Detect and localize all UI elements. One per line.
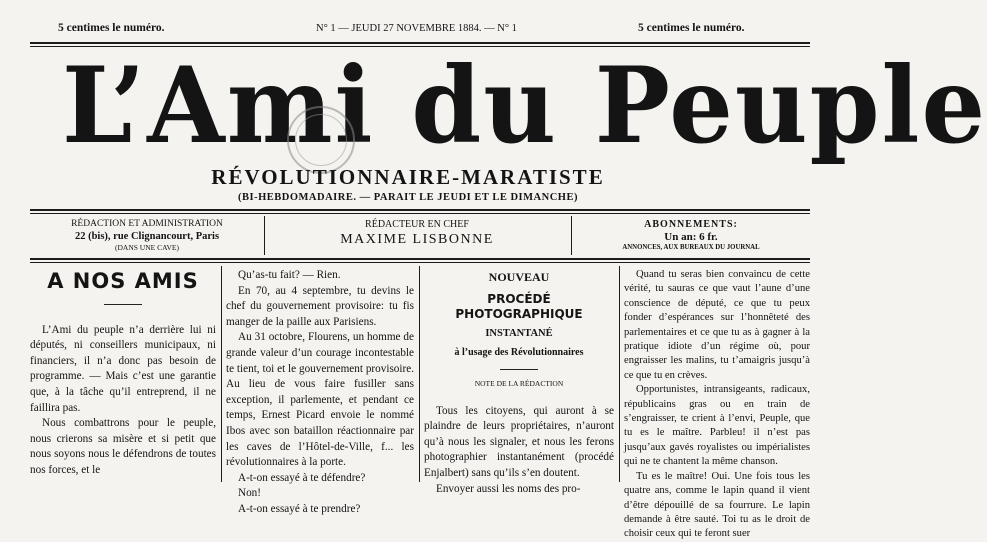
issue-line: N° 1 — JEUDI 27 NOVEMBRE 1884. — N° 1 [316, 23, 517, 34]
info-divider [264, 216, 265, 255]
info-rule-bottom [30, 258, 810, 260]
paragraph: L’Ami du peuple n’a derrière lui ni députés, ni conseillers municipaux, ni financiers, il n’a donc pas besoin de programme. — Mais c’est une garantie que, à la tâche qu’il entreprend, il ne faillira pas. [30, 323, 216, 414]
editor-label: RÉDACTEUR EN CHEF [365, 219, 469, 230]
article-dedication: à l’usage des Révolutionnaires [454, 347, 584, 359]
paragraph: Au 31 octobre, Flourens, un homme de grande valeur d’un courage incontestable te tient, toi et le gouvernement provisoire. Au lieu de vous faire fusiller sans exception, il parlemente, et pendant ce temps, Ernest Picard envoie le nommé Ibos avec son bataillon réactionnaire par les caves de l’Hôtel-de-Ville, f... les révolutionnaires à la porte. [226, 331, 414, 469]
subs-label: ABONNEMENTS: [644, 219, 738, 230]
column-3 [424, 268, 614, 495]
paragraph: Tous les citoyens, qui auront à se plaindre de leurs propriétaires, n’auront qu’à nous les signaler, et nous les ferons photographier instantanément (procédé Enjalbert) sans qu’ils s’en doutent. [424, 404, 614, 479]
subscription-box [573, 219, 809, 251]
paragraph: Envoyer aussi les noms des pro- [436, 482, 581, 495]
masthead-title: L’Ami du Peuple [62, 43, 987, 167]
column-2 [226, 268, 414, 515]
column-divider [619, 266, 620, 482]
article-kicker: NOUVEAU [488, 270, 550, 284]
redaction-box [32, 219, 262, 252]
subtitle: RÉVOLUTIONNAIRE-MARATISTE [211, 165, 605, 189]
paragraph: A-t-on essayé à te défendre? [238, 471, 366, 484]
paragraph: Non! [238, 487, 261, 500]
paragraph: Qu’as-tu fait? — Rien. [238, 269, 341, 281]
library-stamp [287, 106, 355, 174]
title-rule [104, 304, 142, 305]
subs-price: Un an: 6 fr. [664, 231, 718, 243]
paragraph: A-t-on essayé à te prendre? [238, 502, 361, 515]
column-divider [419, 266, 420, 482]
column-divider [221, 266, 222, 482]
editorial-note: NOTE DE LA RÉDACTION [474, 378, 564, 388]
title-rule [500, 369, 538, 370]
article-subhead: INSTANTANÉ [485, 327, 553, 339]
info-rule-top [30, 209, 810, 211]
frequency-line: (BI-HEBDOMADAIRE. — PARAIT LE JEUDI ET LE DIMANCHE) [238, 192, 578, 203]
redaction-label: RÉDACTION ET ADMINISTRATION [71, 219, 223, 229]
paragraph: Quand tu seras bien convaincu de cette vérité, tu sauras ce que vaut l’aune d’une conscience de député, ce que tu peux fonder d’espérances sur l’honnêteté des parlementaires et ce que tu as à gagner à la pratique idiote d’un régime où, pour engraisser les malins, tu t’amaigris jusqu’à ce que tu en crèves. [624, 269, 810, 381]
editor-box [266, 219, 568, 248]
editor-name: MAXIME LISBONNE [340, 232, 494, 247]
column-1 [30, 268, 216, 482]
info-rule-top-thin [30, 213, 810, 214]
column-4 [624, 268, 810, 540]
paragraph: Opportunistes, intransigeants, radicaux, républicains gras ou en train de s’engraisser, te crient à l’envi, Peuple, que tu es le maître. Parbleu! il n’est pas jusqu’aux gavés royalistes ou impérialistes qui ne te chantent la même chanson. [624, 384, 810, 468]
paragraph: Nous combattrons pour le peuple, nous crierons sa misère et si petit que nous soyons nous le défendrons de toutes nos forces, et le [30, 417, 216, 476]
info-divider [571, 216, 572, 255]
article-headline: PROCÉDÉ PHOTOGRAPHIQUE [455, 291, 583, 322]
paragraph: Tu es le maître! Oui. Une fois tous les quatre ans, comme le lapin quand il vient d’être dépouillé de sa fourrure. Le lapin demande à être sauté. Toi tu as le droit de choisir ceux qui te feront suer [624, 470, 810, 540]
redaction-note: (DANS UNE CAVE) [114, 243, 180, 252]
redaction-address: 22 (bis), rue Clignancourt, Paris [74, 231, 220, 242]
article-title: A NOS AMIS [47, 269, 199, 293]
subs-note: ANNONCES, AUX BUREAUX DU JOURNAL [622, 244, 760, 251]
info-rule-bottom-thin [30, 262, 810, 263]
paragraph: En 70, au 4 septembre, tu devins le chef du gouvernement provisoire: tu fis manger de la paille aux Parisiens. [226, 284, 414, 328]
price-left: 5 centimes le numéro. [58, 22, 165, 34]
price-right: 5 centimes le numéro. [638, 22, 745, 34]
